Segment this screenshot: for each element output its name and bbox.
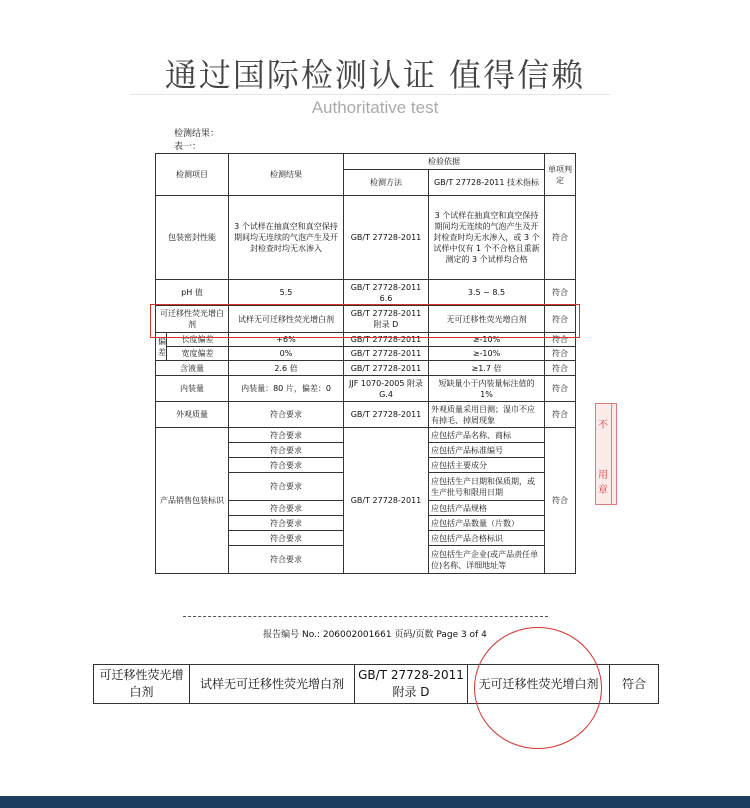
cell-std: ≥-10% [429,333,545,347]
cell-result: 符合要求 [229,473,344,501]
cell-judge: 符合 [545,333,576,347]
cell-method: GB/T 27728-2011 [344,402,429,428]
cell-std: 应包括产品规格 [429,501,545,516]
header-item: 检测项目 [156,154,229,196]
report-intro [174,128,219,154]
header-result: 检测结果 [229,154,344,196]
header-method: 检测方法 [344,170,429,196]
cell-result: 符合要求 [229,501,344,516]
cell-std: 短缺量小于内装量标注值的 1% [429,376,545,402]
cell-judge: 符合 [545,196,576,280]
cell-std: 应包括生产企业(或产品责任单位)名称、详细地址等 [429,546,545,574]
cell-method: GB/T 27728-2011 [344,333,429,347]
cell-method: GB/T 27728-2011 [344,428,429,574]
highlight-circle [474,627,602,749]
cell-std: ≥1.7 倍 [429,361,545,376]
stamp-text: 不 [598,420,608,431]
cell-result: 符合要求 [229,443,344,458]
cell-std: 应包括产品数量（片数） [429,516,545,531]
intro-line-1: 检测结果： [174,129,220,139]
cell-result: 符合要求 [229,516,344,531]
dashed-divider [183,616,548,617]
stamp-text: 用章 [598,470,608,496]
cell-item: 可迁移性荧光增白剂 [156,306,229,333]
cell-item: 包装密封性能 [156,196,229,280]
table-row [156,361,576,376]
cell-item: 外观质量 [156,402,229,428]
cell-item: 含液量 [156,361,229,376]
cell-result: 5.5 [229,280,344,306]
cell-std: 外观质量采用目测；湿巾不应有掉毛、掉屑现象 [429,402,545,428]
cell-result: 符合要求 [229,458,344,473]
cell-judge: 符合 [545,402,576,428]
cell-result: 试样无可迁移性荧光增白剂 [229,306,344,333]
cell-result: 符合要求 [229,402,344,428]
page-edge-line [611,403,612,505]
cell-method: GB/T 27728-2011 [344,196,429,280]
cell-std: 应包括产品合格标识 [429,531,545,546]
cell-result: +6% [229,333,344,347]
cell-result: 内装量：80 片，偏差：0 [229,376,344,402]
cell-item: 内装量 [156,376,229,402]
cell-std: 应包括主要成分 [429,458,545,473]
intro-line-2: 表一： [174,142,202,152]
cell-std: 应包括产品名称、商标 [429,428,545,443]
header-basis: 检验依据 [344,154,545,170]
cell-result: 试样无可迁移性荧光增白剂 [190,665,355,704]
cell-method: JJF 1070-2005 附录 G.4 [344,376,429,402]
cell-item: 长度偏差 [167,333,229,347]
cell-std: 3 个试样在抽真空和真空保持期间均无连续的气泡产生及开封检查时均无水渗入，或 3 个试样中仅有 1 个不合格且重新测定的 3 个试样均合格 [429,196,545,280]
cell-judge: 符合 [545,280,576,306]
cell-method: GB/T 27728-2011 [344,347,429,361]
cell-std: 无可迁移性荧光增白剂 [468,665,610,704]
cell-judge: 符合 [545,347,576,361]
header-std: GB/T 27728-2011 技术指标 [429,170,545,196]
cell-method: GB/T 27728-2011 附录 D [344,306,429,333]
highlight-box [150,304,580,338]
cell-result: 符合要求 [229,531,344,546]
cell-judge: 符合 [545,361,576,376]
header-judge: 单项判定 [545,154,576,196]
table-row [156,196,576,280]
cell-item: 可迁移性荧光增白剂 [94,665,190,704]
page-title: 通过国际检测认证 值得信赖 [164,56,586,94]
table-row [156,280,576,306]
cell-std: ≥-10% [429,347,545,361]
stamp-fragment [595,403,617,505]
cell-judge: 符合 [610,665,659,704]
cell-method: GB/T 27728-2011 附录 D [355,665,468,704]
cell-item: 产品销售包装标识 [156,428,229,574]
table-header-row [156,154,576,170]
table-row [156,376,576,402]
title-divider [130,94,610,95]
cell-judge: 符合 [545,376,576,402]
cell-result: 符合要求 [229,546,344,574]
cell-std: 应包括生产日期和保质期，或生产批号和限用日期 [429,473,545,501]
cell-item: 宽度偏差 [167,347,229,361]
cell-item: pH 值 [156,280,229,306]
cell-judge: 符合 [545,306,576,333]
cell-std: 应包括产品标准编号 [429,443,545,458]
cell-std: 3.5 ~ 8.5 [429,280,545,306]
cell-judge: 符合 [545,428,576,574]
cell-deviation-label: 偏差 [156,333,167,361]
cell-method: GB/T 27728-2011 [344,361,429,376]
report-table [155,153,576,574]
cell-result: 符合要求 [229,428,344,443]
table-row [156,402,576,428]
cell-method: GB/T 27728-2011 6.6 [344,280,429,306]
table-row [156,347,576,361]
cell-std: 无可迁移性荧光增白剂 [429,306,545,333]
report-footer: 报告编号 No.: 206002001661 页码/页数 Page 3 of 4 [263,630,487,640]
page-subtitle: Authoritative test [311,98,439,117]
table-row [156,428,576,443]
bottom-bar [0,796,750,808]
cell-result: 2.6 倍 [229,361,344,376]
cell-result: 0% [229,347,344,361]
cell-result: 3 个试样在抽真空和真空保持期间均无连续的气泡产生及开封检查时均无水渗入 [229,196,344,280]
